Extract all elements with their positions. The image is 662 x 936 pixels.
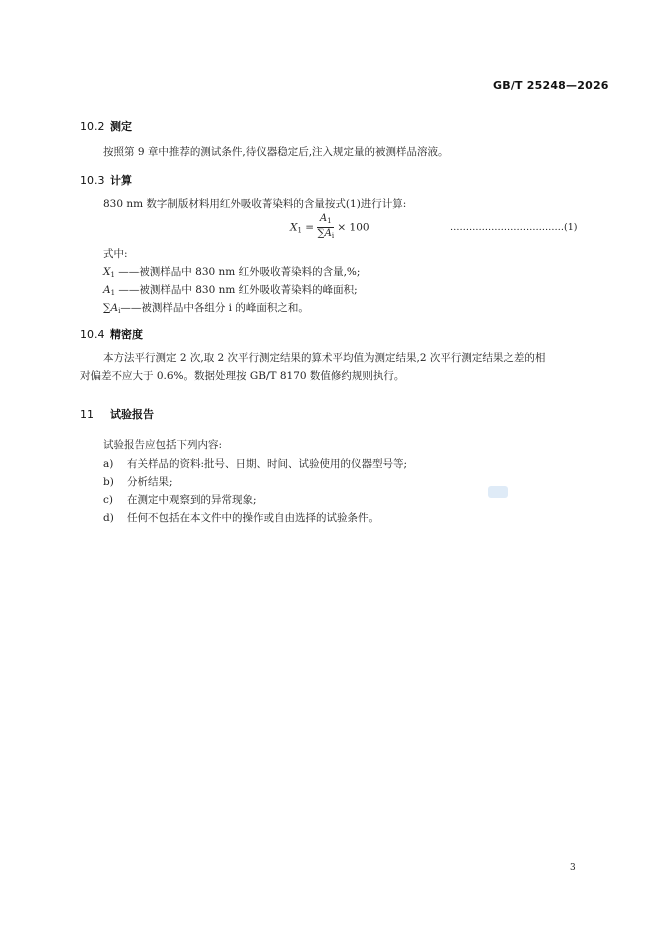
section-10-4-line2: 对偏差不应大于 0.6%。数据处理按 GB/T 8170 数值修约规则执行。 (80, 370, 405, 382)
formula (290, 213, 370, 242)
formula-denominator-sub: i (331, 232, 335, 240)
page-number: 3 (570, 863, 576, 873)
formula-numerator: A (319, 213, 328, 224)
section-title: 精密度 (110, 328, 143, 341)
def-symbol: ∑A (103, 302, 119, 314)
section-11-intro: 试验报告应包括下列内容: (103, 439, 223, 451)
list-item (103, 455, 407, 473)
list-text: 有关样品的资料:批号、日期、时间、试验使用的仪器型号等; (127, 458, 408, 470)
def-dash: —— (120, 302, 142, 314)
definition-row (103, 299, 309, 320)
list-item (103, 473, 173, 491)
def-symbol-sub: 1 (110, 271, 115, 279)
formula-lhs-sub: 1 (297, 226, 302, 235)
section-title: 测定 (110, 120, 132, 133)
def-dash: —— (114, 266, 140, 278)
equation-label: ………………………………(1) (450, 222, 578, 233)
section-number: 10.4 (80, 328, 105, 341)
def-desc: 被测样品中 830 nm 红外吸收菁染料的含量,%; (139, 266, 361, 278)
section-10-2-text: 按照第 9 章中推荐的测试条件,待仪器稳定后,注入规定量的被测样品溶液。 (103, 146, 449, 158)
formula-times: × 100 (337, 221, 370, 234)
list-item (103, 491, 257, 509)
list-text: 任何不包括在本文件中的操作或自由选择的试验条件。 (127, 512, 379, 524)
def-dash: —— (115, 284, 140, 296)
formula-lhs: X (290, 221, 298, 234)
formula-denominator: ∑A (317, 228, 332, 239)
section-number: 10.2 (80, 120, 105, 133)
formula-numerator-sub: 1 (327, 217, 332, 225)
def-desc: 被测样品中各组分 i 的峰面积之和。 (141, 302, 309, 314)
list-text: 在测定中观察到的异常现象; (127, 494, 257, 506)
formula-fraction (317, 213, 334, 242)
def-symbol-sub: 1 (110, 289, 116, 297)
def-desc: 被测样品中 830 nm 红外吸收菁染料的峰面积; (139, 284, 358, 296)
list-marker: b) (103, 476, 114, 488)
section-title: 计算 (110, 174, 132, 187)
section-number: 10.3 (80, 174, 105, 187)
section-10-2-heading (80, 118, 132, 134)
section-10-4-line1: 本方法平行测定 2 次,取 2 次平行测定结果的算术平均值为测定结果,2 次平行测定结果之差的相 (103, 352, 546, 364)
list-marker: d) (103, 512, 114, 524)
list-marker: a) (103, 458, 114, 470)
section-10-4-heading (80, 326, 143, 342)
def-symbol-sub: i (118, 307, 121, 315)
standard-number: GB/T 25248—2026 (493, 79, 609, 92)
section-10-3-heading (80, 172, 132, 188)
section-number: 11 (80, 408, 94, 421)
section-10-3-intro: 830 nm 数字制版材料用红外吸收菁染料的含量按式(1)进行计算: (103, 198, 407, 210)
def-symbol: A (103, 284, 111, 296)
watermark-logo-icon (488, 486, 508, 498)
list-text: 分析结果; (127, 476, 173, 488)
section-11-heading (80, 406, 154, 422)
formula-equals: = (305, 221, 315, 234)
list-item (103, 509, 379, 527)
where-label: 式中: (103, 248, 128, 260)
section-title: 试验报告 (110, 408, 154, 421)
def-symbol: X (103, 266, 111, 278)
list-marker: c) (103, 494, 113, 506)
